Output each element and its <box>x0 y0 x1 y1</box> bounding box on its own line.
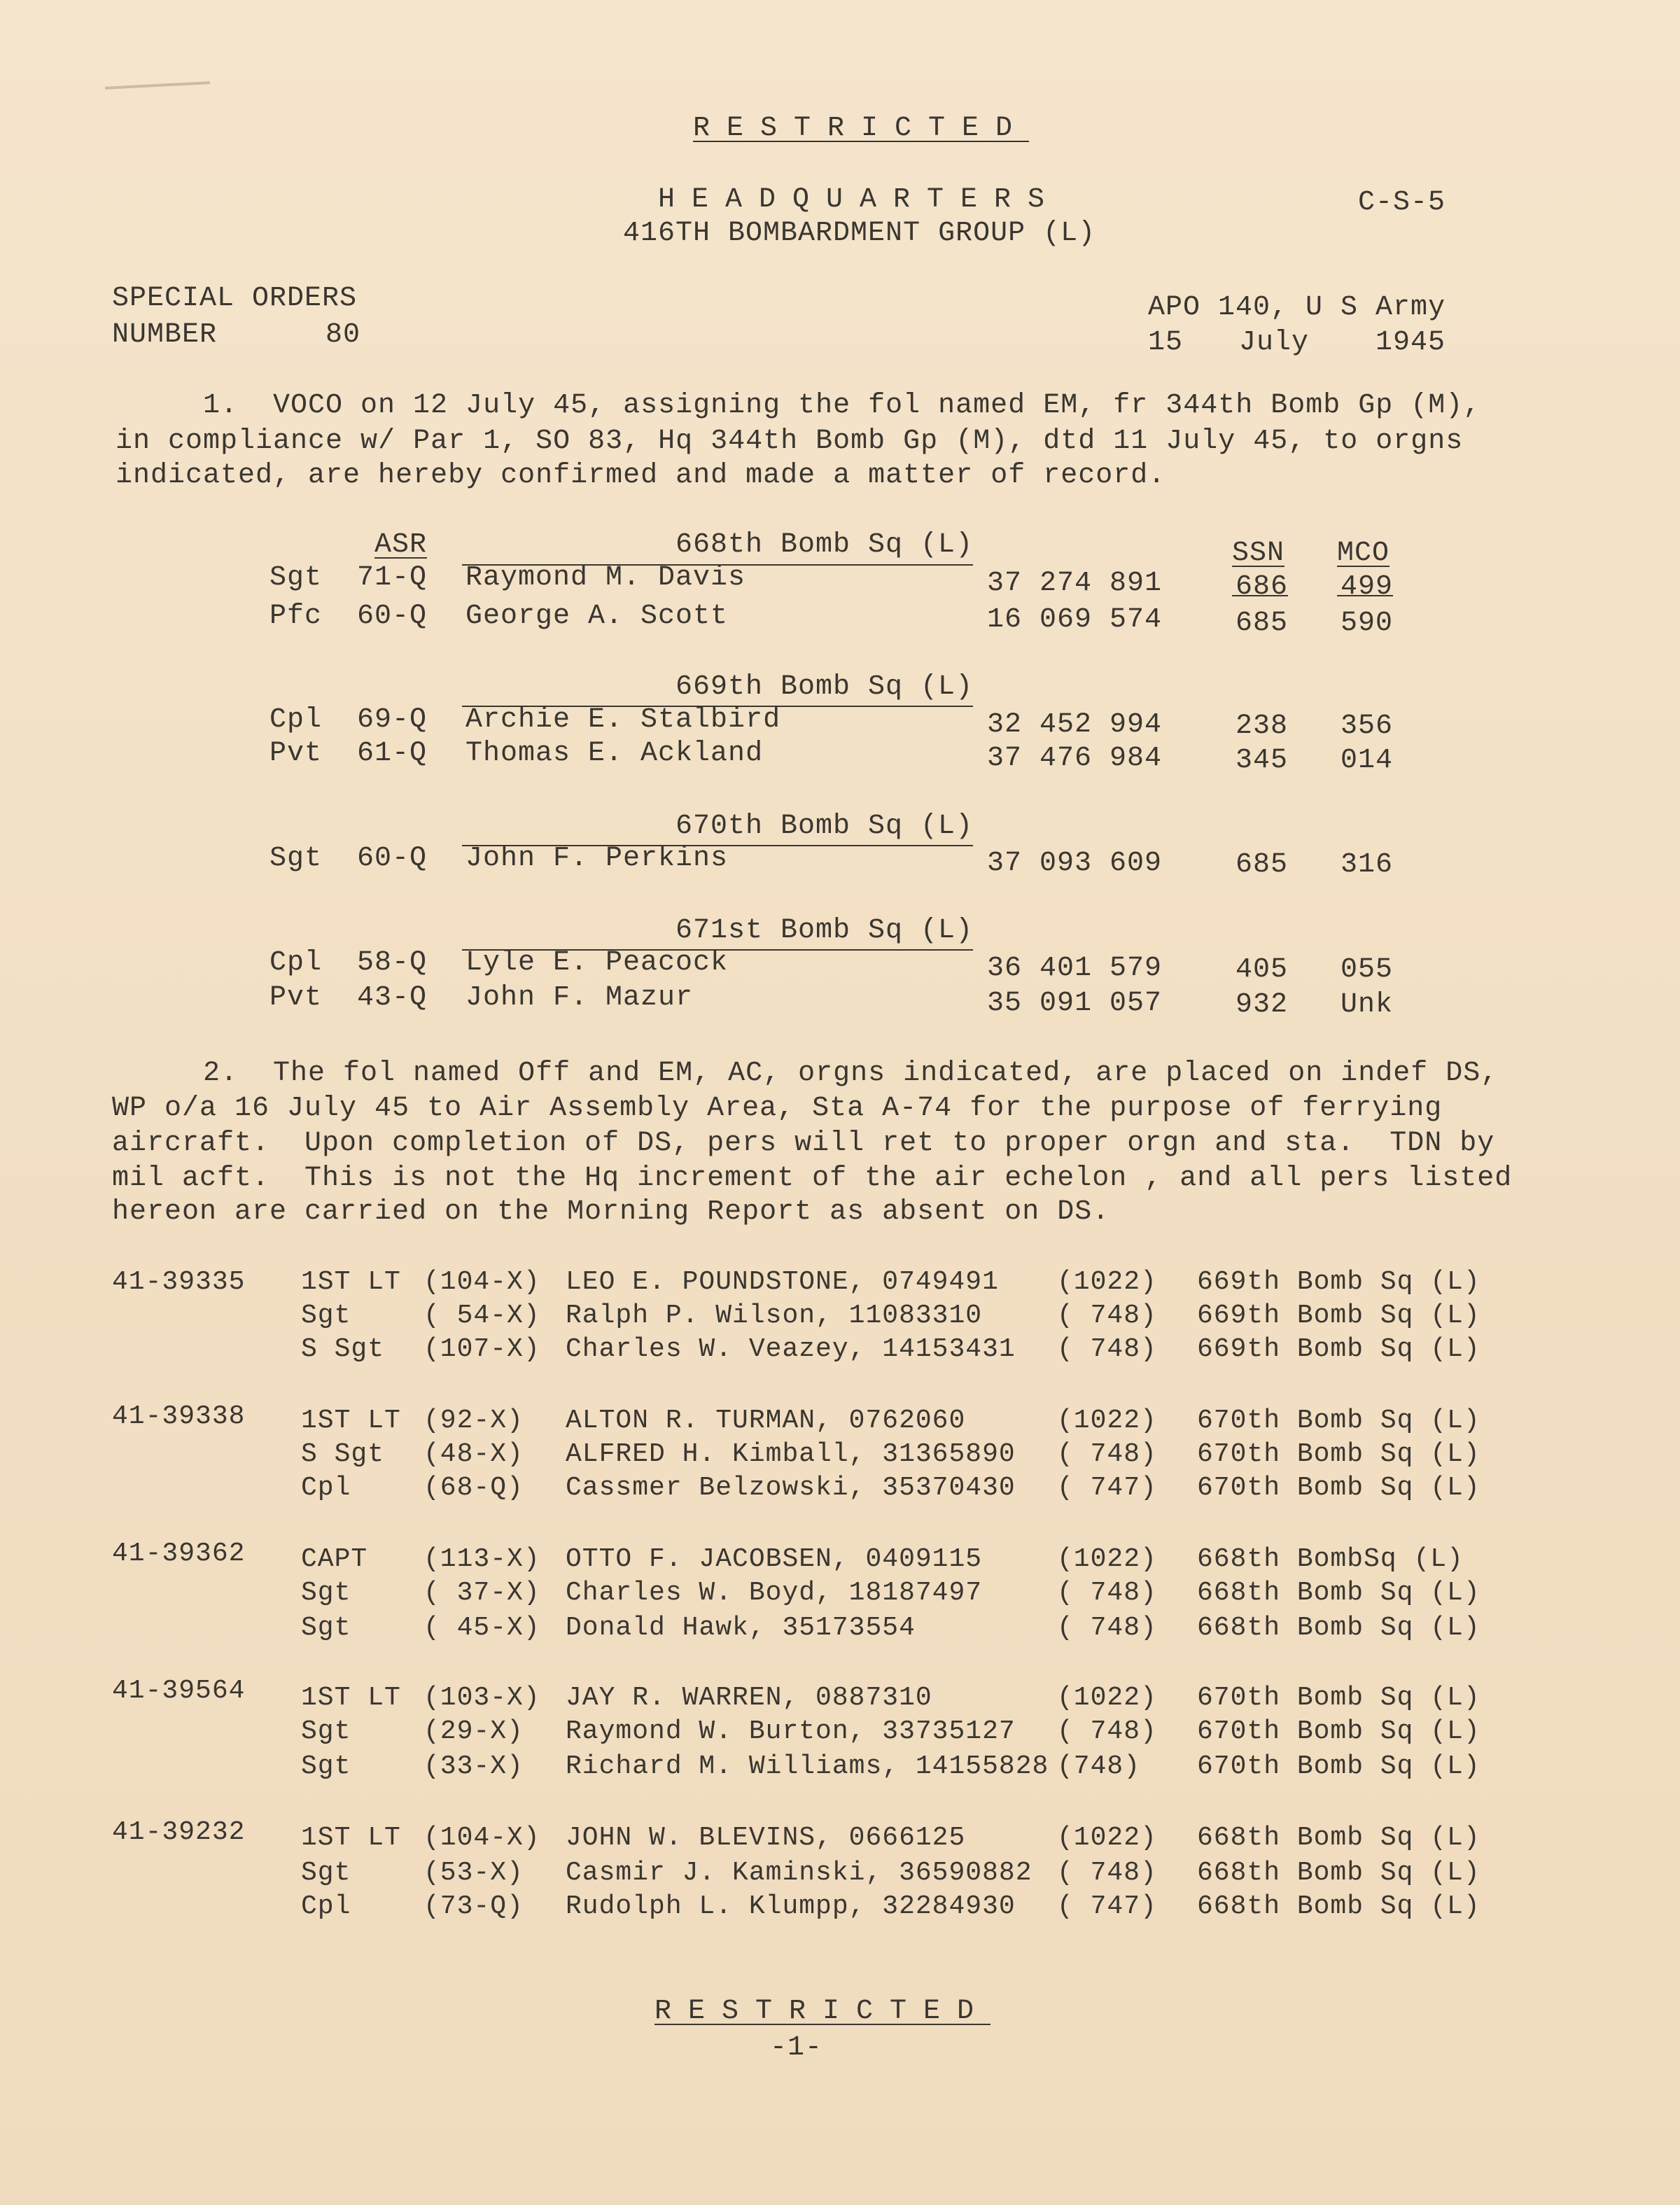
asr: (33-X) <box>424 1751 524 1782</box>
squadron-heading: 670th Bomb Sq (L) <box>676 811 974 842</box>
headquarters-title: HEADQUARTERS <box>658 184 1062 216</box>
serial-number: 32 452 994 <box>987 709 1163 741</box>
rank: Pfc <box>270 601 323 632</box>
asr: 60-Q <box>357 843 428 874</box>
asr: ( 45-X) <box>424 1613 540 1643</box>
unit: 668th Bomb Sq (L) <box>1197 1858 1480 1888</box>
page-number: -1- <box>770 2032 823 2064</box>
mos-code: ( 748) <box>1057 1858 1157 1888</box>
serial-number: 36 401 579 <box>987 953 1163 984</box>
special-orders-label: SPECIAL ORDERS <box>112 283 358 314</box>
member-name: Rudolph L. Klumpp, 32284930 <box>566 1891 1016 1921</box>
aircraft-number: 41-39338 <box>112 1401 246 1432</box>
unit: 670th Bomb Sq (L) <box>1197 1683 1480 1713</box>
asr: (104-X) <box>424 1267 540 1297</box>
asr: (48-X) <box>424 1439 524 1469</box>
member-name: Cassmer Belzowski, 35370430 <box>566 1473 1016 1503</box>
restricted-header: RESTRICTED <box>693 113 1030 144</box>
restricted-footer: RESTRICTED <box>654 1996 991 2027</box>
para2-line: mil acft. This is not the Hq increment of the air echelon , and all pers listed <box>112 1163 1513 1194</box>
unit: 668th Bomb Sq (L) <box>1197 1823 1480 1853</box>
member-name: Donald Hawk, 35173554 <box>566 1613 916 1643</box>
pencil-mark <box>105 81 210 90</box>
asr: (29-X) <box>424 1716 524 1746</box>
member-name: Lyle E. Peacock <box>465 947 729 979</box>
rank: 1ST LT <box>301 1683 401 1713</box>
asr: 69-Q <box>357 704 428 736</box>
asr: 61-Q <box>357 738 428 769</box>
rank: 1ST LT <box>301 1406 401 1436</box>
member-name: JOHN W. BLEVINS, 0666125 <box>566 1823 966 1853</box>
mos-code: ( 748) <box>1057 1301 1157 1331</box>
rank: Cpl <box>270 704 323 736</box>
squadron-heading: 668th Bomb Sq (L) <box>676 529 974 561</box>
rank: CAPT <box>301 1544 368 1574</box>
asr: 58-Q <box>357 947 428 979</box>
rank: Sgt <box>301 1751 351 1782</box>
serial-number: 37 274 891 <box>987 568 1163 599</box>
member-name: George A. Scott <box>465 601 729 632</box>
ssn: 238 <box>1236 710 1289 742</box>
unit: 668th BombSq (L) <box>1197 1544 1464 1574</box>
ssn: 685 <box>1236 849 1289 881</box>
mos-code: (1022) <box>1057 1406 1157 1436</box>
mos-code: ( 747) <box>1057 1891 1157 1921</box>
mco: 499 <box>1340 571 1394 603</box>
asr: 60-Q <box>357 601 428 632</box>
member-name: ALTON R. TURMAN, 0762060 <box>566 1406 966 1436</box>
col-ssn-header: SSN <box>1232 538 1285 569</box>
date-month: July <box>1239 327 1310 358</box>
para2-line: WP o/a 16 July 45 to Air Assembly Area, Sta A-74 for the purpose of ferrying <box>112 1093 1443 1124</box>
mos-code: ( 748) <box>1057 1578 1157 1608</box>
mco: 014 <box>1340 745 1394 776</box>
order-number: 80 <box>326 319 361 351</box>
mco: 316 <box>1340 849 1394 881</box>
asr: (53-X) <box>424 1858 524 1888</box>
asr: (68-Q) <box>424 1473 524 1503</box>
unit: 670th Bomb Sq (L) <box>1197 1439 1480 1469</box>
para2-line: 2. The fol named Off and EM, AC, orgns indicated, are placed on indef DS, <box>203 1058 1499 1089</box>
member-name: Casmir J. Kaminski, 36590882 <box>566 1858 1032 1888</box>
member-name: JAY R. WARREN, 0887310 <box>566 1683 932 1713</box>
rank: S Sgt <box>301 1334 385 1364</box>
apo-address: APO 140, U S Army <box>1148 292 1446 323</box>
para2-line: aircraft. Upon completion of DS, pers will ret to proper orgn and sta. TDN by <box>112 1128 1495 1159</box>
rank: Cpl <box>270 947 323 979</box>
rank: Cpl <box>301 1891 351 1921</box>
unit: 668th Bomb Sq (L) <box>1197 1891 1480 1921</box>
ssn: 932 <box>1236 989 1289 1021</box>
unit: 669th Bomb Sq (L) <box>1197 1334 1480 1364</box>
squadron-heading: 671st Bomb Sq (L) <box>676 915 974 946</box>
mco: Unk <box>1340 989 1394 1021</box>
aircraft-number: 41-39362 <box>112 1539 246 1569</box>
rank: Pvt <box>270 738 323 769</box>
rank: Pvt <box>270 982 323 1014</box>
ssn: 686 <box>1236 571 1289 603</box>
rank: Sgt <box>301 1301 351 1331</box>
asr: (92-X) <box>424 1406 524 1436</box>
asr: ( 54-X) <box>424 1301 540 1331</box>
rank: Sgt <box>301 1716 351 1746</box>
asr: 71-Q <box>357 562 428 594</box>
ssn: 345 <box>1236 745 1289 776</box>
member-name: John F. Mazur <box>465 982 694 1014</box>
member-name: Thomas E. Ackland <box>465 738 764 769</box>
rank: Sgt <box>301 1858 351 1888</box>
asr: ( 37-X) <box>424 1578 540 1608</box>
asr: 43-Q <box>357 982 428 1014</box>
unit: 668th Bomb Sq (L) <box>1197 1613 1480 1643</box>
member-name: Charles W. Boyd, 18187497 <box>566 1578 983 1608</box>
serial-number: 37 093 609 <box>987 848 1163 879</box>
serial-number: 37 476 984 <box>987 743 1163 774</box>
para1-line: in compliance w/ Par 1, SO 83, Hq 344th Bomb Gp (M), dtd 11 July 45, to orgns <box>115 426 1464 457</box>
rank: S Sgt <box>301 1439 385 1469</box>
rank: Sgt <box>270 843 323 874</box>
date-year: 1945 <box>1376 327 1446 358</box>
asr: (104-X) <box>424 1823 540 1853</box>
mos-code: (1022) <box>1057 1683 1157 1713</box>
member-name: Archie E. Stalbird <box>465 704 781 736</box>
col-mco-header: MCO <box>1337 538 1390 569</box>
unit: 670th Bomb Sq (L) <box>1197 1716 1480 1746</box>
reference-code: C-S-5 <box>1358 187 1446 218</box>
mos-code: (748) <box>1057 1751 1141 1782</box>
mco: 590 <box>1340 608 1394 639</box>
member-name: Richard M. Williams, 14155828 <box>566 1751 1049 1782</box>
member-name: Ralph P. Wilson, 11083310 <box>566 1301 983 1331</box>
rank: 1ST LT <box>301 1267 401 1297</box>
member-name: Raymond M. Davis <box>465 562 746 594</box>
para1-line: indicated, are hereby confirmed and made a matter of record. <box>115 460 1166 491</box>
member-name: ALFRED H. Kimball, 31365890 <box>566 1439 1016 1469</box>
rank: Cpl <box>301 1473 351 1503</box>
ssn: 405 <box>1236 954 1289 986</box>
date-day: 15 <box>1148 327 1184 358</box>
aircraft-number: 41-39232 <box>112 1817 246 1847</box>
asr: (113-X) <box>424 1544 540 1574</box>
member-name: Charles W. Veazey, 14153431 <box>566 1334 1016 1364</box>
mos-code: ( 748) <box>1057 1334 1157 1364</box>
mos-code: ( 748) <box>1057 1613 1157 1643</box>
rank: 1ST LT <box>301 1823 401 1853</box>
rank: Sgt <box>301 1613 351 1643</box>
mos-code: ( 747) <box>1057 1473 1157 1503</box>
para1-line: 1. VOCO on 12 July 45, assigning the fol named EM, fr 344th Bomb Gp (M), <box>203 390 1481 421</box>
unit: 670th Bomb Sq (L) <box>1197 1751 1480 1782</box>
asr: (103-X) <box>424 1683 540 1713</box>
aircraft-number: 41-39564 <box>112 1676 246 1706</box>
member-name: Raymond W. Burton, 33735127 <box>566 1716 1016 1746</box>
rank: Sgt <box>270 562 323 594</box>
unit: 670th Bomb Sq (L) <box>1197 1473 1480 1503</box>
asr: (107-X) <box>424 1334 540 1364</box>
unit: 668th Bomb Sq (L) <box>1197 1578 1480 1608</box>
member-name: John F. Perkins <box>465 843 729 874</box>
col-asr-header: ASR <box>374 529 428 561</box>
mos-code: ( 748) <box>1057 1716 1157 1746</box>
mco: 356 <box>1340 710 1394 742</box>
number-label: NUMBER <box>112 319 218 351</box>
unit: 669th Bomb Sq (L) <box>1197 1301 1480 1331</box>
ssn: 685 <box>1236 608 1289 639</box>
unit: 669th Bomb Sq (L) <box>1197 1267 1480 1297</box>
mco: 055 <box>1340 954 1394 986</box>
serial-number: 35 091 057 <box>987 988 1163 1019</box>
mos-code: (1022) <box>1057 1267 1157 1297</box>
mos-code: (1022) <box>1057 1544 1157 1574</box>
member-name: OTTO F. JACOBSEN, 0409115 <box>566 1544 983 1574</box>
serial-number: 16 069 574 <box>987 604 1163 636</box>
group-name: 416TH BOMBARDMENT GROUP (L) <box>623 218 1096 249</box>
member-name: LEO E. POUNDSTONE, 0749491 <box>566 1267 999 1297</box>
aircraft-number: 41-39335 <box>112 1267 246 1297</box>
para2-line: hereon are carried on the Morning Report as absent on DS. <box>112 1196 1110 1228</box>
mos-code: (1022) <box>1057 1823 1157 1853</box>
mos-code: ( 748) <box>1057 1439 1157 1469</box>
rank: Sgt <box>301 1578 351 1608</box>
asr: (73-Q) <box>424 1891 524 1921</box>
unit: 670th Bomb Sq (L) <box>1197 1406 1480 1436</box>
squadron-heading: 669th Bomb Sq (L) <box>676 671 974 703</box>
